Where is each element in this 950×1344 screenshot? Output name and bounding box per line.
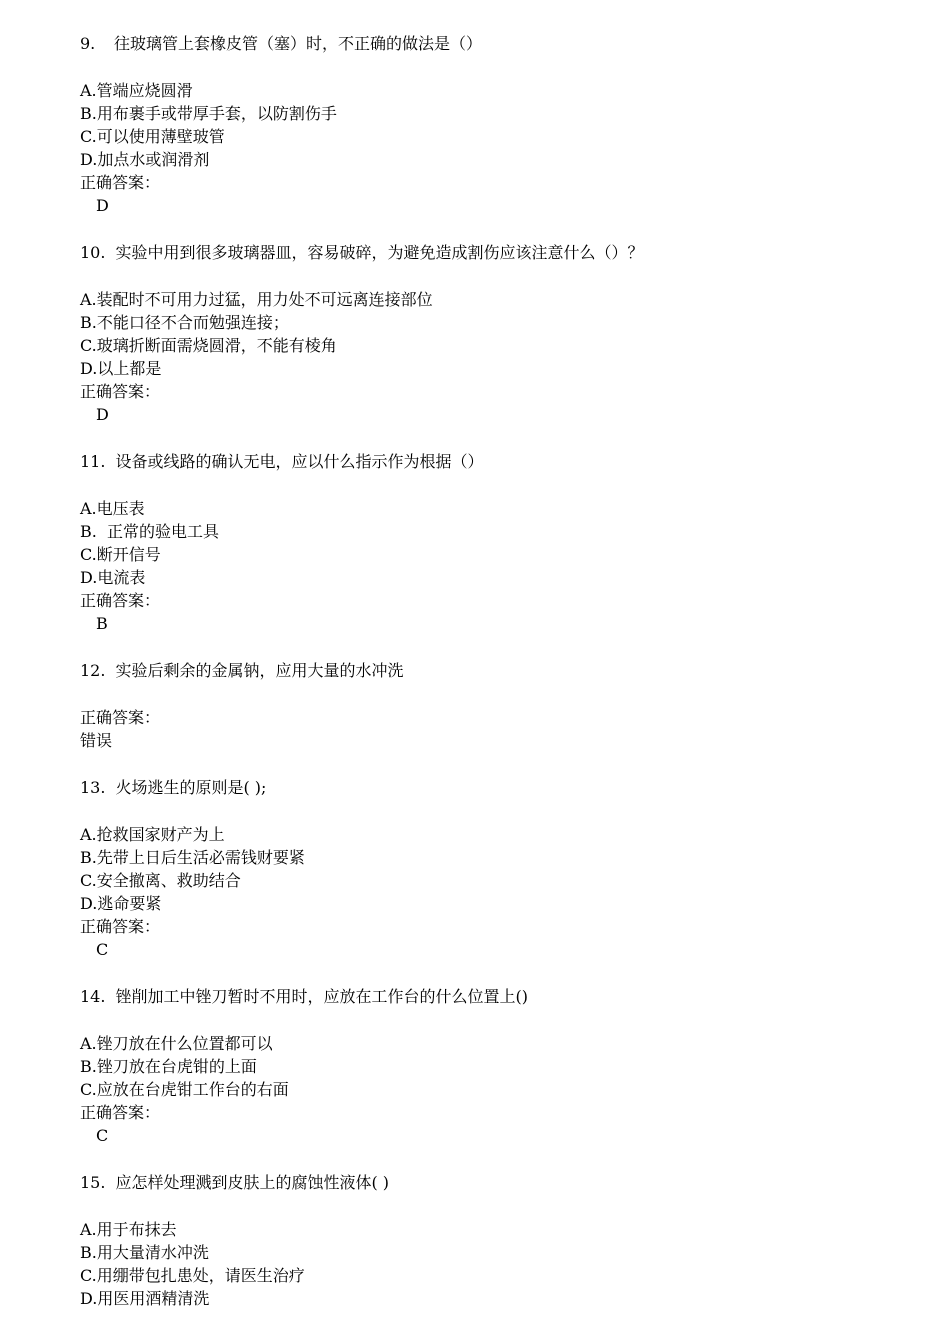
- question-text: 实验中用到很多玻璃器皿，容易破碎，为避免造成割伤应该注意什么（）？: [115, 243, 644, 262]
- question-text: 锉削加工中锉刀暂时不用时，应放在工作台的什么位置上(): [115, 987, 528, 1006]
- option-b: B.锉刀放在台虎钳的上面: [80, 1057, 257, 1076]
- option-a: A.锉刀放在什么位置都可以: [80, 1034, 273, 1053]
- question-title: [80, 776, 950, 799]
- option-c: C.断开信号: [80, 545, 161, 564]
- question-number: 15.: [80, 1173, 106, 1192]
- question-number: 13.: [80, 778, 106, 797]
- answer-value: C: [96, 940, 109, 959]
- option-a: A.用于布抹去: [80, 1220, 177, 1239]
- question-title: [80, 450, 950, 473]
- question-15: [80, 1171, 950, 1310]
- option-a: A.装配时不可用力过猛，用力处不可远离连接部位: [80, 290, 433, 309]
- answer-label: 正确答案：: [80, 382, 161, 401]
- question-title: [80, 659, 950, 682]
- question-title: [80, 241, 950, 264]
- answer-value: D: [96, 405, 109, 424]
- question-text: 火场逃生的原则是( );: [115, 778, 267, 797]
- option-a: A.抢救国家财产为上: [80, 825, 225, 844]
- option-d: D.逃命要紧: [80, 894, 162, 913]
- option-b: B.不能口径不合而勉强连接；: [80, 313, 289, 332]
- option-d: D.用医用酒精清洗: [80, 1289, 210, 1308]
- question-number: 11.: [80, 452, 106, 471]
- answer-value: D: [96, 196, 109, 215]
- question-title: [80, 1171, 950, 1194]
- option-b: B.先带上日后生活必需钱财要紧: [80, 848, 305, 867]
- question-text: 设备或线路的确认无电，应以什么指示作为根据（）: [115, 452, 484, 471]
- question-title: [80, 985, 950, 1008]
- question-title: [80, 32, 950, 55]
- question-12: [80, 659, 950, 752]
- question-text: 往玻璃管上套橡皮管（塞）时，不正确的做法是（）: [114, 34, 483, 53]
- answer-label: 正确答案：: [80, 917, 161, 936]
- answer-value: C: [96, 1126, 109, 1145]
- answer-label: 正确答案：: [80, 591, 161, 610]
- question-text: 应怎样处理溅到皮肤上的腐蚀性液体( ): [115, 1173, 390, 1192]
- option-b: B. 正常的验电工具: [80, 522, 220, 541]
- option-c: C.可以使用薄壁玻管: [80, 127, 225, 146]
- question-number: 9.: [80, 34, 96, 53]
- answer-label: 正确答案：: [80, 1103, 161, 1122]
- option-a: A.电压表: [80, 499, 145, 518]
- question-number: 12.: [80, 661, 106, 680]
- option-d: D.以上都是: [80, 359, 162, 378]
- answer-label: 正确答案：: [80, 173, 161, 192]
- question-14: [80, 985, 950, 1147]
- question-number: 14.: [80, 987, 106, 1006]
- question-9: [80, 32, 950, 217]
- answer-value: B: [96, 614, 108, 633]
- option-b: B.用布裹手或带厚手套，以防割伤手: [80, 104, 337, 123]
- option-c: C.玻璃折断面需烧圆滑，不能有棱角: [80, 336, 337, 355]
- answer-label: 正确答案：: [80, 708, 161, 727]
- answer-value: 错误: [80, 731, 113, 750]
- option-c: C.安全撤离、救助结合: [80, 871, 241, 890]
- question-number: 10.: [80, 243, 106, 262]
- question-text: 实验后剩余的金属钠，应用大量的水冲洗: [115, 661, 404, 680]
- question-11: [80, 450, 950, 635]
- option-d: D.电流表: [80, 568, 146, 587]
- option-d: D.加点水或润滑剂: [80, 150, 210, 169]
- question-10: [80, 241, 950, 426]
- option-b: B.用大量清水冲洗: [80, 1243, 209, 1262]
- option-c: C.应放在台虎钳工作台的右面: [80, 1080, 289, 1099]
- option-a: A.管端应烧圆滑: [80, 81, 193, 100]
- option-c: C.用绷带包扎患处，请医生治疗: [80, 1266, 305, 1285]
- question-13: [80, 776, 950, 961]
